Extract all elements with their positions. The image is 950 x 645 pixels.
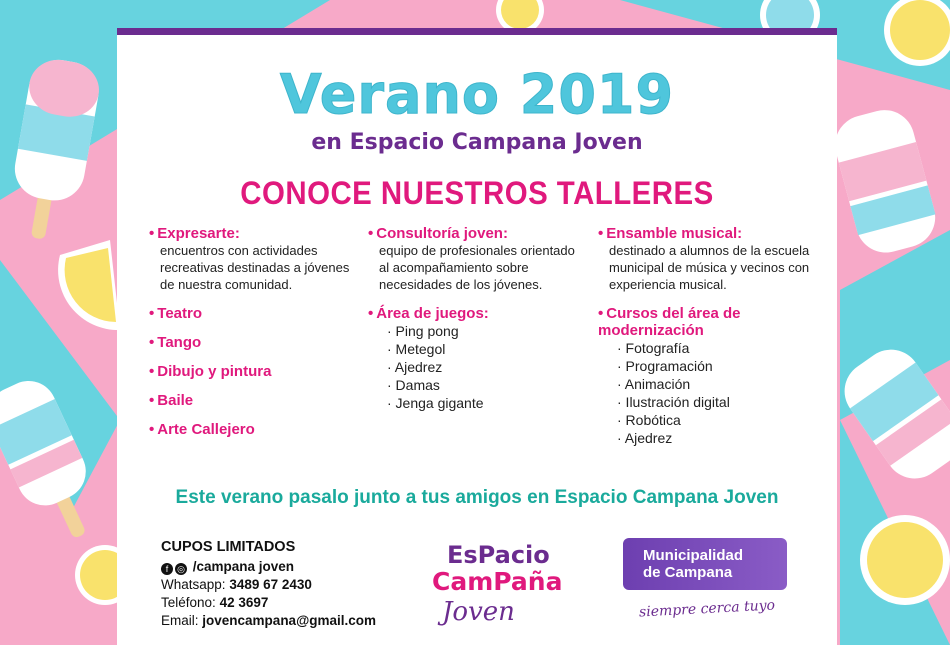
lemon-slice-icon: [860, 515, 950, 605]
social-handle: /campana joven: [192, 559, 295, 574]
espacio-campana-joven-logo: [427, 535, 577, 645]
list-item: · Ajedrez: [617, 430, 673, 446]
facebook-icon: f: [161, 563, 173, 575]
list-item: · Fotografía: [617, 340, 690, 356]
phone-row: Teléfono: 42 3697: [161, 595, 269, 610]
whatsapp-row: Whatsapp: 3489 67 2430: [161, 577, 312, 592]
info-card: [117, 28, 837, 645]
workshop-item: • Teatro: [149, 305, 202, 322]
list-item: · Animación: [617, 376, 691, 392]
workshop-item: • Arte Callejero: [149, 421, 255, 438]
list-item: · Programación: [617, 358, 713, 374]
slogan: siempre cerca tuyo: [638, 597, 776, 621]
workshop-item: • Cursos del área de modernización: [598, 305, 741, 339]
workshop-item: • Área de juegos:: [368, 305, 489, 322]
workshop-item: • Baile: [149, 392, 194, 409]
social-row: [161, 558, 376, 576]
workshop-column-1: [149, 225, 354, 450]
list-item: · Ilustración digital: [617, 394, 730, 410]
contact-info: [161, 538, 376, 630]
workshop-description: equipo de profesionales orientado al acompañamiento sobre necesidades de los jóvenes.: [379, 243, 575, 292]
email-row: Email: jovencampana@gmail.com: [161, 613, 377, 628]
subtitle: en Espacio Campana Joven: [311, 130, 643, 155]
svg-text:EsPacio: EsPacio: [447, 541, 550, 569]
workshops-heading: CONOCE NUESTROS TALLERES: [240, 175, 714, 211]
list-item: · Ajedrez: [387, 359, 443, 375]
workshop-column-2: [368, 225, 583, 412]
workshop-item: • Tango: [149, 334, 202, 351]
instagram-icon: ◎: [175, 563, 187, 575]
workshop-item: • Expresarte:: [149, 225, 240, 242]
workshop-item: • Consultoría joven:: [368, 225, 508, 242]
svg-text:Joven: Joven: [442, 597, 515, 627]
workshop-description: encuentros con actividades recreativas destinadas a jóvenes de nuestra comunidad.: [160, 243, 350, 292]
list-item: · Jenga gigante: [387, 395, 484, 411]
list-item: · Damas: [387, 377, 440, 393]
list-item: · Metegol: [387, 341, 446, 357]
svg-text:CamPaña: CamPaña: [432, 567, 563, 596]
page-title: Verano 2019: [279, 63, 675, 126]
limited-spots-label: CUPOS LIMITADOS: [161, 539, 296, 555]
list-item: · Robótica: [617, 412, 681, 428]
workshop-item: • Dibujo y pintura: [149, 363, 272, 380]
list-item: · Ping pong: [387, 323, 459, 339]
workshop-column-3: [598, 225, 818, 447]
workshop-item: • Ensamble musical:: [598, 225, 743, 242]
workshop-description: destinado a alumnos de la escuela municipal de música y vecinos con experiencia musical.: [609, 243, 810, 292]
tagline: Este verano pasalo junto a tus amigos en Espacio Campana Joven: [175, 487, 779, 508]
municipality-logo: Municipalidad de Campana: [623, 538, 787, 590]
